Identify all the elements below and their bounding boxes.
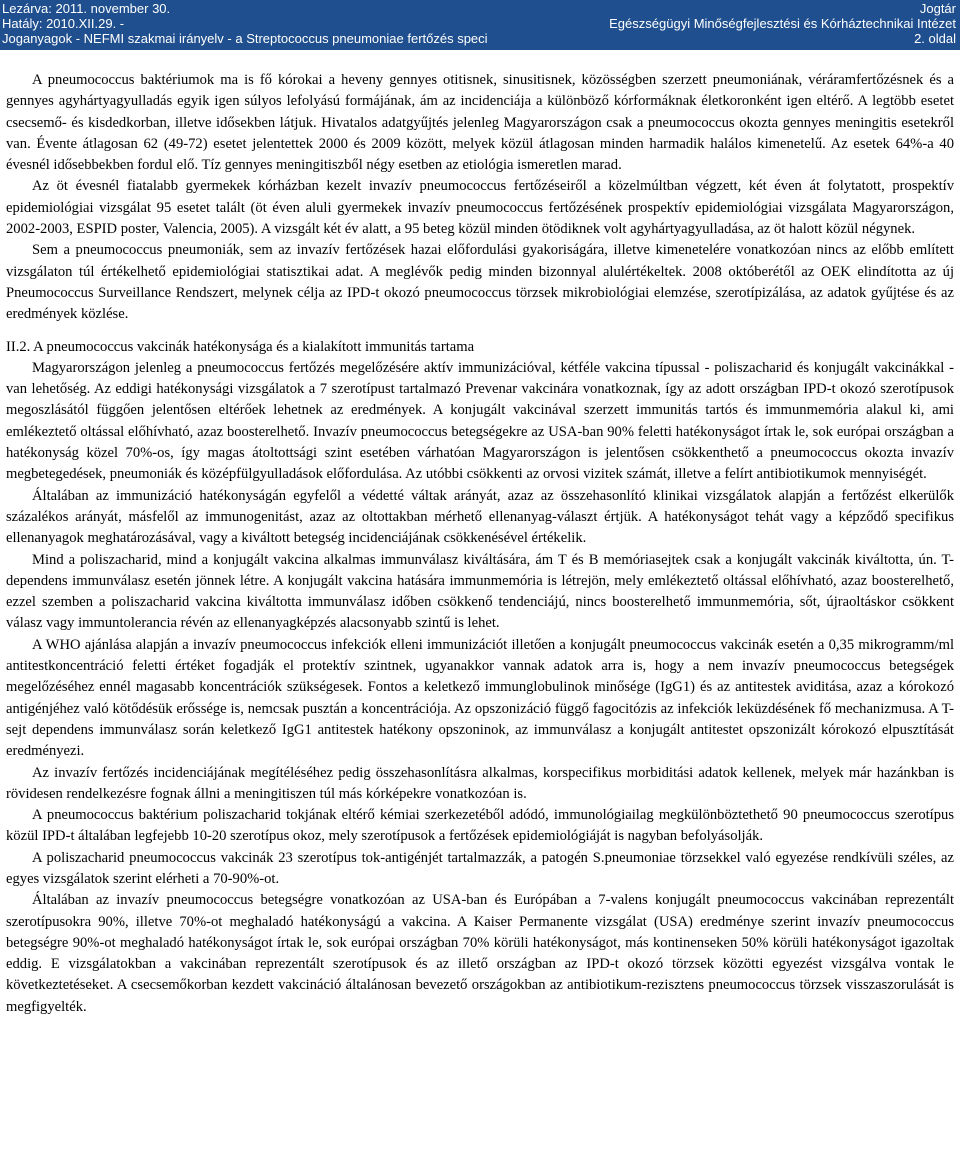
- paragraph: A poliszacharid pneumococcus vakcinák 23 szerotípus tok-antigénjét tartalmazzák, a patogén S.pneumoniae törzsekkel való egyezése rendkívüli széles, az egyes vizsgálatok szerint elérheti a 70-90%-ot.: [6, 849, 954, 887]
- header-validity: Hatály: 2010.XII.29. -: [2, 16, 125, 31]
- paragraph: Az öt évesnél fiatalabb gyermekek kórházban kezelt invazív pneumococcus fertőzéseiről a közelmúltban végzett, két éven át folytatott, prospektív epidemiológiai vizsgálat 95 esetet talált (öt éven aluli gyermekek invazív pneumococcus fertőzésének prospektív epidemiológiai vizsgálata Magyarországon, 2002-2003, ESPID poster, Valencia, 2005). A vizsgált két év alatt, a 95 beteg közül minden ötödiknek volt agyhártyagyulladása, az öt halott közül négynek.: [6, 178, 954, 238]
- paragraph: Mind a poliszacharid, mind a konjugált vakcina alkalmas immunválasz kiváltására, ám T és B memóriasejtek csak a konjugált vakcinák kiváltotta, ún. T-dependens immunválasz esetén jönnek létre. A konjugált vakcina hatására immunmemória is létrejön, mely emlékeztető oltással előhívható, azaz boosterelhető, ezzel szemben a poliszacharid vakcina kiváltotta immunválasz időben csökkenő tendenciájú, nincs boosterelhető immunmemória, sőt, újraoltáskor csökkent válasz vagy immuntolerancia révén az ellenanyagképzés alacsonyabb szintű is lehet.: [6, 551, 954, 632]
- header-publisher: Egészségügyi Minőségfejlesztési és Kórháztechnikai Intézet: [609, 16, 956, 31]
- paragraph: Általában az invazív pneumococcus betegségre vonatkozóan az USA-ban és Európában a 7-valens konjugált pneumococcus vakcinában reprezentált szerotípusokra 90%, illetve 70%-ot meghaladó hatékonyságú a vakcina. A Kaiser Permanente vizsgálat (USA) eredménye szerint invazív pneumococcus betegségre 90%-ot meghaladó hatékonyságot írtak le, sok európai országban 70% körüli hatékonyságot, más kontinenseken 50% körüli hatékonyságot igazoltak eddig. E vizsgálatokban a vakcinában reprezentált szerotípusok és az illető országban az IPD-t okozó törzsek közötti egyezést vizsgálva vontak le következtetéseket. A csecsemőkorban kezdett vakcináció általánosan bevezető országokban az antibiotikum-rezisztens pneumococcus törzsek visszaszorulását is megfigyelték.: [6, 892, 954, 1015]
- header-left: [2, 1, 602, 46]
- header-closed-date: Lezárva: 2011. november 30.: [2, 1, 171, 16]
- paragraph: Sem a pneumococcus pneumoniák, sem az invazív fertőzések hazai előfordulási gyakoriságára, illetve kimenetelére vonatkozóan nincs az előbb említett vizsgálaton túl értékelhető epidemiológiai statisztikai adat. A meglévők pedig minden bizonnyal alulértékeltek. 2008 októberétől az OEK elindította az új Pneumococcus Surveillance Rendszert, melynek célja az IPD-t okozó pneumococcus törzsek mikrobiológiai elemzése, szerotípizálása, az adatok gyűjtése és az eredmények közlése.: [6, 242, 954, 323]
- paragraph: A WHO ajánlása alapján a invazív pneumococcus infekciók elleni immunizációt illetően a konjugált pneumococcus vakcinák esetén a 0,35 mikrogramm/ml antitestkoncentráció feletti értéket fogadják el protektív szintnek, ugyanakkor vannak adatok arra is, hogy a nem invazív pneumococcus betegségek megelőzéséhez ennél magasabb koncentrációk szükségesek. Fontos a keletkező immunglobulinok minősége (IgG1) és az antitestek aviditása, azaz a kórokozó antigénjéhez való kötődésük erőssége is, nemcsak pusztán a koncentrációja. Az opszonizáció függő fagocitózis az infekciók leküzdésének fő mechanizmusa. A T-sejt dependens immunválasz során keletkező IgG1 antitestek hatékony opszoninok, az immunválasz a konjugált antitestet opszonizált kórokozó elpusztítását eredményezi.: [6, 636, 954, 760]
- header-page-number: 2. oldal: [914, 31, 956, 46]
- paragraph: A pneumococcus baktériumok ma is fő kórokai a heveny gennyes otitisnek, sinusitisnek, közösségben szerzett pneumoniának, véráramfertőzésnek és a gennyes agyhártyagyulladás egyik igen súlyos lefolyású formájának, ám az incidenciája a különböző kórformáknak életkoronként igen eltérő. A legtöbb esetet csecsemő- és kisdedkorban, illetve idősekben látjuk. Hivatalos adatgyűjtés jelenleg Magyarországon csak a pneumococcus okozta gennyes meningitis esetekről van. Évente átlagosan 62 (49-72) esetet jelentettek 2000 és 2009 között, melyek közül átlagosan minden harmadik halálos kimenetelű. Az esetek 64%-a 40 évesnél idősebbekben fordul elő. Tíz gennyes meningitiszből négy esetben az etiológia ismeretlen marad.: [6, 72, 954, 174]
- document-body: [6, 70, 954, 1018]
- paragraph: Általában az immunizáció hatékonyságán egyfelől a védetté váltak arányát, azaz az összehasonlító klinikai vizsgálatok alapján a fertőzést elkerülők százalékos arányát, másfelől az immunogenitást, azaz az oltottakban mérhető ellenanyag-választ értjük. A hatékonyságot tehát vagy a képződő specifikus ellenanyagok meghatározásával, vagy a kiváltott betegség incidenciájának csökkenésével értékelik.: [6, 487, 954, 547]
- section-heading: II.2. A pneumococcus vakcinák hatékonysága és a kialakított immunitás tartama: [6, 338, 475, 355]
- paragraph: Az invazív fertőzés incidenciájának megítéléséhez pedig összehasonlításra alkalmas, korspecifikus morbiditási adatok kellenek, melyek már hazánkban is rövidesen rendelkezésre fognak állni a meningitiszen túl más kórképekre vonatkozóan is.: [6, 764, 954, 802]
- document-header: [0, 0, 960, 50]
- paragraph: A pneumococcus baktérium poliszacharid tokjának eltérő kémiai szerkezetéből adódó, immunológiailag megkülönböztethető 90 pneumococcus szerotípus közül IPD-t általában legfejebb 10-20 szerotípus okoz, mely szerotípusok a fertőzések epidemiológiáját is nagyban befolyásolják.: [6, 807, 954, 845]
- header-right: [536, 1, 956, 46]
- header-source: Jogtár: [919, 1, 956, 16]
- paragraph: Magyarországon jelenleg a pneumococcus fertőzés megelőzésére aktív immunizációval, kétféle vakcina típussal - poliszacharid és konjugált vakcinákkal - van lehetőség. Az eddigi hatékonysági vizsgálatok a 7 szerotípust tartalmazó Prevenar vakcinára vonatkoznak, így az adott országban IPD-t okozó szerotípusok megoszlásától függően jelentősen eltérőek lehetnek az eredmények. A konjugált vakcinával szerzett immunitás tartós és immunmemória alakul ki, ami emlékeztető oltással előhívható, azaz boosterelhető. Invazív pneumococcus betegségekre az USA-ban 90% feletti hatékonyságot írtak le, sok európai országban a hatékonyság közel 70%-os, így magas átoltottsági szint esetében várhatóan Magyarországon is jelentősen csökkenthető a pneumococcus okozta invazív megbetegedések, pneumoniák és középfülgyulladások előfordulása. Az utóbbi csökkenti az orvosi vizitek számát, illetve a felírt antibiotikumok mennyiségét.: [6, 359, 954, 483]
- header-document-title: Joganyagok - NEFMI szakmai irányelv - a Streptococcus pneumoniae fertőzés speci: [2, 31, 488, 46]
